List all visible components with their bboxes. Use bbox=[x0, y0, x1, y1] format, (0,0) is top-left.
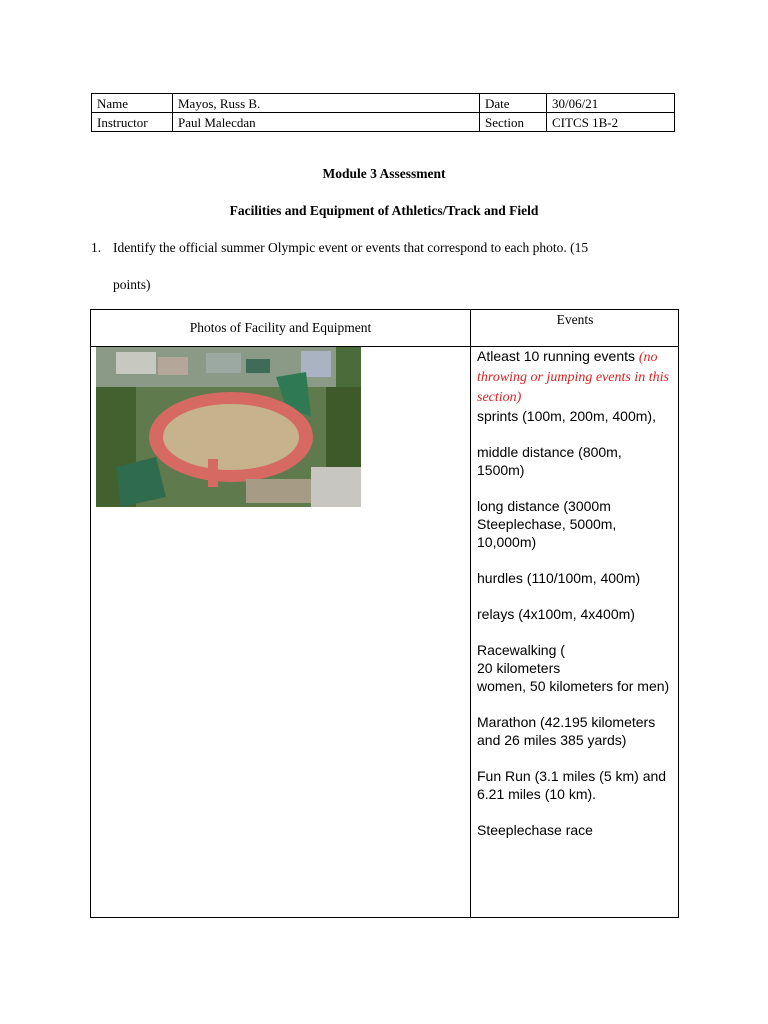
page-subtitle: Facilities and Equipment of Athletics/Track and Field bbox=[229, 203, 539, 218]
stadium-aerial-image bbox=[96, 347, 361, 507]
student-info-table bbox=[91, 93, 675, 132]
events-intro bbox=[477, 347, 673, 425]
question-text-line2: points) bbox=[113, 277, 151, 292]
intro-note: (no throwing or jumping events in this section) bbox=[477, 350, 669, 405]
section-value: CITCS 1B-2 bbox=[547, 113, 675, 132]
date-label: Date bbox=[480, 94, 547, 113]
instructor-value: Paul Malecdan bbox=[173, 113, 480, 132]
event-item: relays (4x100m, 4x400m) bbox=[477, 606, 635, 622]
question-text-line1: Identify the official summer Olympic event or events that correspond to each photo. (15 bbox=[113, 240, 589, 255]
question-number: 1. bbox=[91, 240, 102, 255]
track-field-photo bbox=[96, 347, 361, 507]
name-label: Name bbox=[92, 94, 173, 113]
column-divider bbox=[470, 310, 471, 917]
event-item: long distance (3000m Steeplechase, 5000m, 10,000m) bbox=[477, 498, 617, 550]
event-item: Fun Run (3.1 miles (5 km) and 6.21 miles (10 km). bbox=[477, 768, 667, 802]
name-value: Mayos, Russ B. bbox=[173, 94, 480, 113]
event-item: Steeplechase race bbox=[477, 822, 593, 838]
event-item: hurdles (110/100m, 400m) bbox=[477, 570, 641, 586]
events-column-header: Events bbox=[556, 312, 594, 327]
instructor-label: Instructor bbox=[92, 113, 173, 132]
event-item: Racewalking ( 20 kilometers women, 50 kilometers for men) bbox=[477, 642, 670, 694]
info-row-2 bbox=[92, 113, 675, 132]
event-item: sprints (100m, 200m, 400m), bbox=[477, 408, 656, 424]
photos-column-header: Photos of Facility and Equipment bbox=[189, 320, 372, 335]
events-table bbox=[90, 309, 679, 918]
date-value: 30/06/21 bbox=[547, 94, 675, 113]
event-item: Marathon (42.195 kilometers and 26 miles 385 yards) bbox=[477, 714, 656, 748]
events-list bbox=[477, 347, 673, 857]
intro-text: Atleast 10 running events bbox=[477, 348, 639, 364]
page-title: Module 3 Assessment bbox=[322, 166, 446, 181]
info-row-1 bbox=[92, 94, 675, 113]
event-item: middle distance (800m, 1500m) bbox=[477, 444, 622, 478]
section-label: Section bbox=[480, 113, 547, 132]
